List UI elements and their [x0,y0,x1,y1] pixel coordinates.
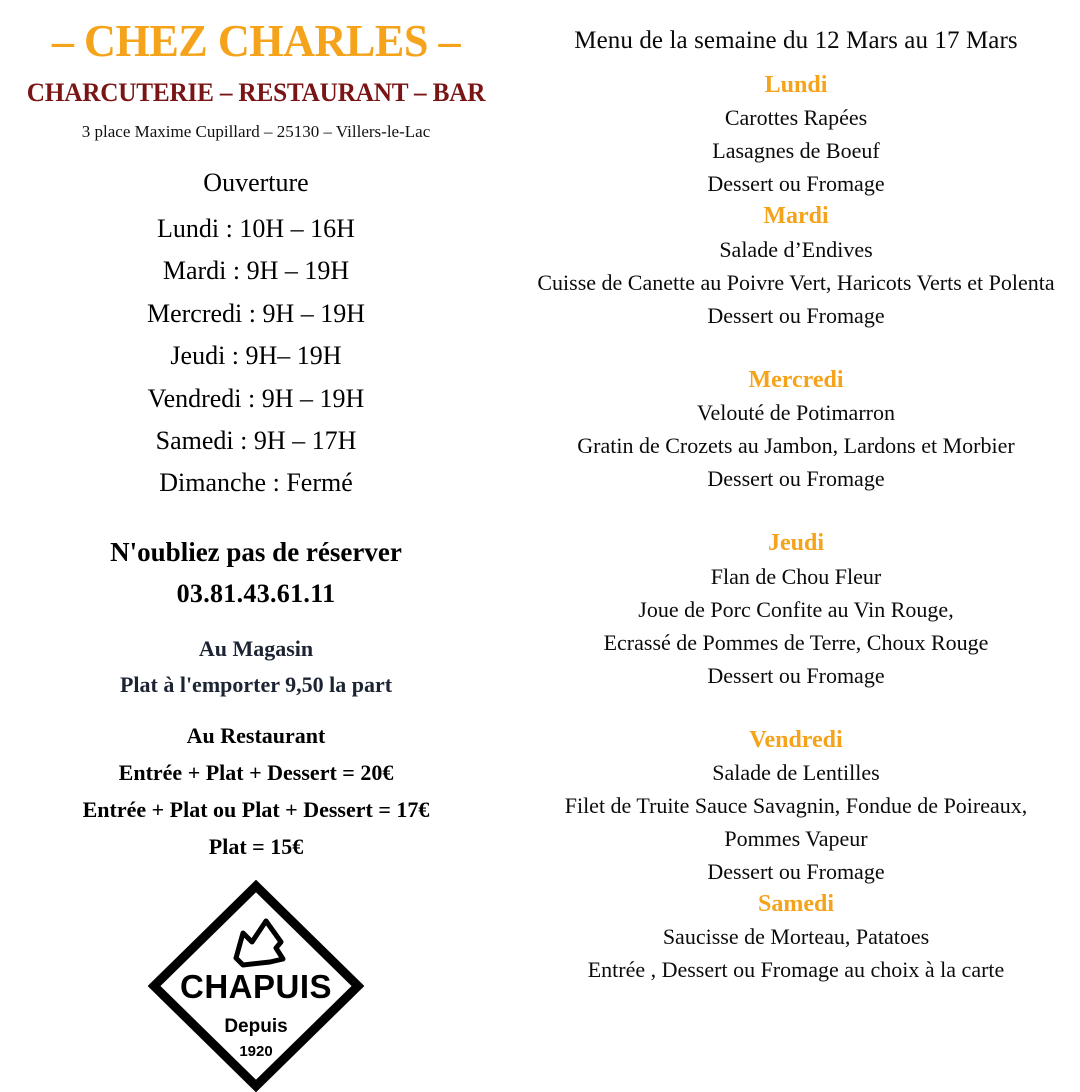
dish-item: Carottes Rapées [724,105,868,131]
dish-item: Joue de Porc Confite au Vin Rouge, [638,596,954,622]
hours-row-wednesday: Mercredi : 9H – 19H [146,298,366,328]
chalet-house-icon [236,921,283,965]
price-main-only: Plat = 15€ [208,833,304,859]
hours-row-sunday: Dimanche : Fermé [159,468,353,498]
hours-row-monday: Lundi : 10H – 16H [157,214,355,243]
opening-hours-title: Ouverture [203,168,309,197]
dish-item: Dessert ou Fromage [707,171,885,197]
dish-item: Lasagnes de Boeuf [712,138,880,164]
dish-item: Gratin de Crozets au Jambon, Lardons et Morbier [577,433,1015,459]
logo-brand-text: CHAPUIS [179,967,333,1005]
menu-day-mardi [512,200,1080,331]
dish-item: Dessert ou Fromage [707,858,885,884]
section-spacer [512,332,1080,364]
logo-since-year: 1920 [239,1042,273,1060]
dish-item: Saucisse de Morteau, Patatoes [662,924,930,950]
hours-row-thursday: Jeudi : 9H– 19H [170,341,342,371]
restaurant-info-column [0,0,512,1080]
reservation-phone-number[interactable]: 03.81.43.61.11 [176,578,336,608]
dish-item: Filet de Truite Sauce Savagnin, Fondue de Poireaux, [564,792,1028,818]
restaurant-title: – CHEZ CHARLES – [51,15,461,66]
hours-row-friday: Vendredi : 9H – 19H [147,383,365,413]
menu-day-jeudi [512,527,1080,691]
reservation-heading: N'oubliez pas de réserver [110,536,402,567]
restaurant-subtitle: CHARCUTERIE – RESTAURANT – BAR [26,78,486,107]
dish-item: Pommes Vapeur [724,825,868,851]
day-title-lundi: Lundi [764,72,828,98]
day-title-samedi: Samedi [757,890,834,917]
dish-item: Entrée , Dessert ou Fromage au choix à la carte [587,957,1005,983]
restaurant-prices-heading: Au Restaurant [186,722,326,748]
day-title-mercredi: Mercredi [748,366,844,393]
dish-item: Salade d’Endives [719,236,873,262]
price-two-course: Entrée + Plat ou Plat + Dessert = 17€ [82,796,430,822]
day-title-jeudi: Jeudi [767,530,824,557]
day-title-mardi: Mardi [763,203,829,230]
dish-item: Cuisse de Canette au Poivre Vert, Haricots Verts et Polenta [537,269,1055,295]
menu-day-vendredi [512,724,1080,888]
dish-item: Dessert ou Fromage [707,466,885,492]
restaurant-prices-section [0,722,512,859]
logo-since-label: Depuis [224,1015,288,1037]
takeaway-price-line: Plat à l'emporter 9,50 la part [119,671,393,697]
dish-item: Salade de Lentilles [712,759,880,785]
reservation-section [0,536,512,608]
day-title-vendredi: Vendredi [749,726,843,753]
weekly-menu-column [512,0,1080,1080]
price-full-menu: Entrée + Plat + Dessert = 20€ [118,759,394,785]
menu-day-lundi [512,69,1080,200]
section-spacer [512,495,1080,527]
hours-row-tuesday: Mardi : 9H – 19H [162,256,350,286]
hours-row-saturday: Samedi : 9H – 17H [155,425,357,455]
chapuis-logo-svg [148,880,364,1092]
dish-item: Flan de Chou Fleur [710,563,882,589]
menu-day-samedi [512,888,1080,986]
opening-hours-section [0,170,512,505]
takeaway-heading: Au Magasin [198,635,314,661]
dish-item: Ecrassé de Pommes de Terre, Choux Rouge [603,629,989,655]
dish-item: Dessert ou Fromage [707,302,885,328]
section-spacer [512,692,1080,724]
menu-day-mercredi [512,364,1080,495]
weekly-menu-header: Menu de la semaine du 12 Mars au 17 Mars [574,27,1018,54]
chapuis-logo [0,880,512,1092]
dish-item: Dessert ou Fromage [707,662,885,688]
dish-item: Velouté de Potimarron [697,400,895,426]
takeaway-shop-section [0,635,512,697]
restaurant-address: 3 place Maxime Cupillard – 25130 – Villers-le-Lac [81,122,431,141]
